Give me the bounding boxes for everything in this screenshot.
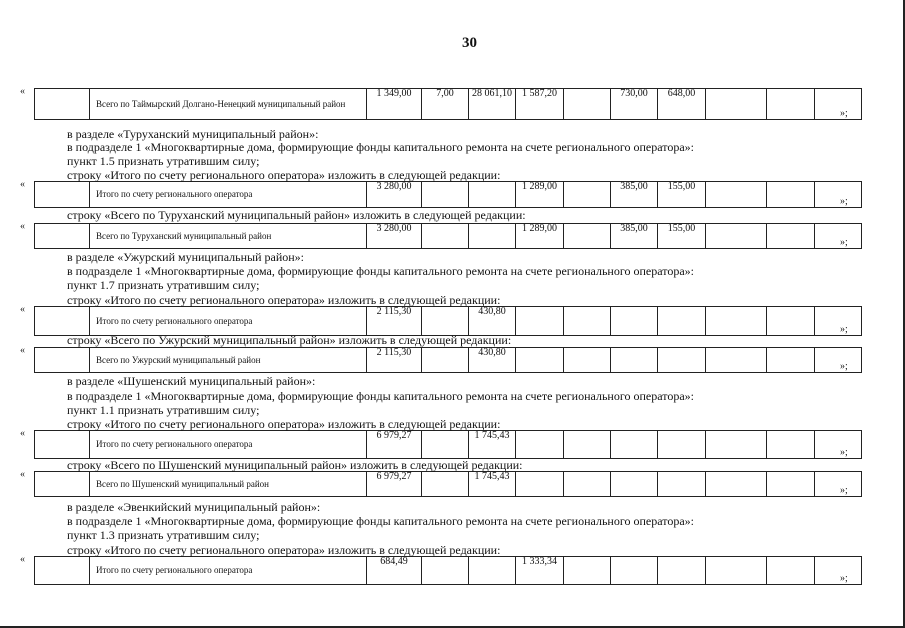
text-line: строку «Итого по счету регионального оператора» изложить в следующей редакции: [67, 293, 501, 307]
value-cell: 730,00 [611, 89, 658, 120]
value-cell [658, 348, 706, 373]
value-cell [658, 557, 706, 585]
value-cell: 6 979,27 [367, 472, 422, 497]
table-row [34, 430, 862, 459]
text-line: пункт 1.3 признать утратившим силу; [67, 528, 260, 542]
text-line: пункт 1.7 признать утратившим силу; [67, 278, 260, 292]
value-cell [611, 557, 658, 585]
value-cell [564, 224, 611, 249]
text-line: пункт 1.5 признать утратившим силу; [67, 154, 260, 168]
open-quote: « [20, 86, 25, 97]
value-cell [706, 557, 767, 585]
page-number: 30 [462, 35, 477, 51]
table-row [34, 223, 862, 249]
value-cell [422, 348, 469, 373]
value-cell: 155,00 [658, 182, 706, 208]
value-cell [767, 431, 815, 459]
value-cell [422, 182, 469, 208]
value-cell: 2 115,30 [367, 307, 422, 336]
row-name: Итого по счету регионального оператора [90, 182, 367, 208]
text-line: в подразделе 1 «Многоквартирные дома, формирующие фонды капитального ремонта на счете регионального оператора»: [67, 264, 694, 278]
value-cell [706, 307, 767, 336]
value-cell: 1 289,00 [516, 224, 564, 249]
text-line: в разделе «Шушенский муниципальный район»: [67, 374, 316, 388]
value-cell [564, 182, 611, 208]
blank-cell [35, 307, 90, 336]
table-row [34, 181, 862, 208]
value-cell: 1 745,43 [469, 431, 516, 459]
table-row [34, 306, 862, 336]
value-cell [611, 431, 658, 459]
blank-cell [35, 557, 90, 585]
value-cell: 684,49 [367, 557, 422, 585]
value-cell [611, 472, 658, 497]
blank-cell [35, 348, 90, 373]
text-line: в подразделе 1 «Многоквартирные дома, формирующие фонды капитального ремонта на счете регионального оператора»: [67, 514, 694, 528]
value-cell: 1 333,34 [516, 557, 564, 585]
value-cell [469, 557, 516, 585]
value-cell [767, 224, 815, 249]
value-cell: 1 745,43 [469, 472, 516, 497]
value-cell [516, 348, 564, 373]
value-cell [815, 307, 862, 336]
value-cell: 2 115,30 [367, 348, 422, 373]
value-cell: 155,00 [658, 224, 706, 249]
value-cell [815, 431, 862, 459]
value-cell [564, 89, 611, 120]
value-cell [767, 557, 815, 585]
value-cell [611, 348, 658, 373]
value-cell: 1 289,00 [516, 182, 564, 208]
value-cell [767, 472, 815, 497]
value-cell [815, 472, 862, 497]
value-cell [706, 182, 767, 208]
blank-cell [35, 224, 90, 249]
blank-cell [35, 472, 90, 497]
value-cell [658, 472, 706, 497]
value-cell: 3 280,00 [367, 224, 422, 249]
value-cell [706, 89, 767, 120]
value-cell [611, 307, 658, 336]
value-cell [422, 224, 469, 249]
close-quote: »; [840, 237, 848, 248]
value-cell [422, 431, 469, 459]
blank-cell [35, 89, 90, 120]
text-line: в разделе «Ужурский муниципальный район»: [67, 250, 304, 264]
close-quote: »; [840, 324, 848, 335]
text-line: строку «Итого по счету регионального оператора» изложить в следующей редакции: [67, 543, 501, 557]
value-cell: 648,00 [658, 89, 706, 120]
value-cell: 7,00 [422, 89, 469, 120]
value-cell [767, 348, 815, 373]
value-cell [815, 557, 862, 585]
value-cell [564, 557, 611, 585]
value-cell: 1 349,00 [367, 89, 422, 120]
value-cell: 3 280,00 [367, 182, 422, 208]
row-name: Всего по Шушенский муниципальный район [90, 472, 367, 497]
text-line: строку «Всего по Туруханский муниципальный район» изложить в следующей редакции: [67, 208, 526, 222]
row-name: Итого по счету регионального оператора [90, 557, 367, 585]
close-quote: »; [840, 108, 848, 119]
value-cell [658, 431, 706, 459]
value-cell [815, 182, 862, 208]
row-name: Всего по Таймырский Долгано-Ненецкий муниципальный район [90, 89, 367, 120]
table-row [34, 556, 862, 585]
close-quote: »; [840, 573, 848, 584]
close-quote: »; [840, 447, 848, 458]
value-cell [469, 224, 516, 249]
open-quote: « [20, 221, 25, 232]
open-quote: « [20, 304, 25, 315]
value-cell [658, 307, 706, 336]
value-cell [767, 307, 815, 336]
text-line: строку «Итого по счету регионального оператора» изложить в следующей редакции: [67, 417, 501, 431]
table-row [34, 88, 862, 120]
value-cell [516, 307, 564, 336]
value-cell [469, 182, 516, 208]
value-cell [815, 89, 862, 120]
value-cell [564, 307, 611, 336]
text-line: в разделе «Туруханский муниципальный район»: [67, 127, 319, 141]
value-cell [564, 431, 611, 459]
text-line: пункт 1.1 признать утратившим силу; [67, 403, 260, 417]
value-cell: 28 061,10 [469, 89, 516, 120]
row-name: Всего по Туруханский муниципальный район [90, 224, 367, 249]
open-quote: « [20, 469, 25, 480]
value-cell [422, 307, 469, 336]
value-cell: 385,00 [611, 182, 658, 208]
table-row [34, 471, 862, 497]
open-quote: « [20, 345, 25, 356]
value-cell [422, 472, 469, 497]
close-quote: »; [840, 485, 848, 496]
value-cell [706, 472, 767, 497]
open-quote: « [20, 428, 25, 439]
text-line: строку «Итого по счету регионального оператора» изложить в следующей редакции: [67, 168, 501, 182]
value-cell [706, 348, 767, 373]
value-cell [706, 431, 767, 459]
value-cell [422, 557, 469, 585]
close-quote: »; [840, 361, 848, 372]
text-line: строку «Всего по Ужурский муниципальный район» изложить в следующей редакции: [67, 333, 512, 347]
value-cell: 385,00 [611, 224, 658, 249]
value-cell [564, 472, 611, 497]
value-cell: 6 979,27 [367, 431, 422, 459]
blank-cell [35, 431, 90, 459]
blank-cell [35, 182, 90, 208]
table-row [34, 347, 862, 373]
value-cell: 1 587,20 [516, 89, 564, 120]
value-cell [706, 224, 767, 249]
close-quote: »; [840, 196, 848, 207]
text-line: в подразделе 1 «Многоквартирные дома, формирующие фонды капитального ремонта на счете регионального оператора»: [67, 389, 694, 403]
value-cell [815, 348, 862, 373]
value-cell [767, 89, 815, 120]
value-cell [564, 348, 611, 373]
value-cell [516, 472, 564, 497]
value-cell [815, 224, 862, 249]
row-name: Всего по Ужурский муниципальный район [90, 348, 367, 373]
text-line: в разделе «Эвенкийский муниципальный район»: [67, 500, 321, 514]
row-name: Итого по счету регионального оператора [90, 431, 367, 459]
value-cell: 430,80 [469, 348, 516, 373]
text-line: строку «Всего по Шушенский муниципальный район» изложить в следующей редакции: [67, 458, 523, 472]
open-quote: « [20, 554, 25, 565]
row-name: Итого по счету регионального оператора [90, 307, 367, 336]
text-line: в подразделе 1 «Многоквартирные дома, формирующие фонды капитального ремонта на счете регионального оператора»: [67, 140, 694, 154]
open-quote: « [20, 179, 25, 190]
value-cell: 430,80 [469, 307, 516, 336]
value-cell [767, 182, 815, 208]
value-cell [516, 431, 564, 459]
